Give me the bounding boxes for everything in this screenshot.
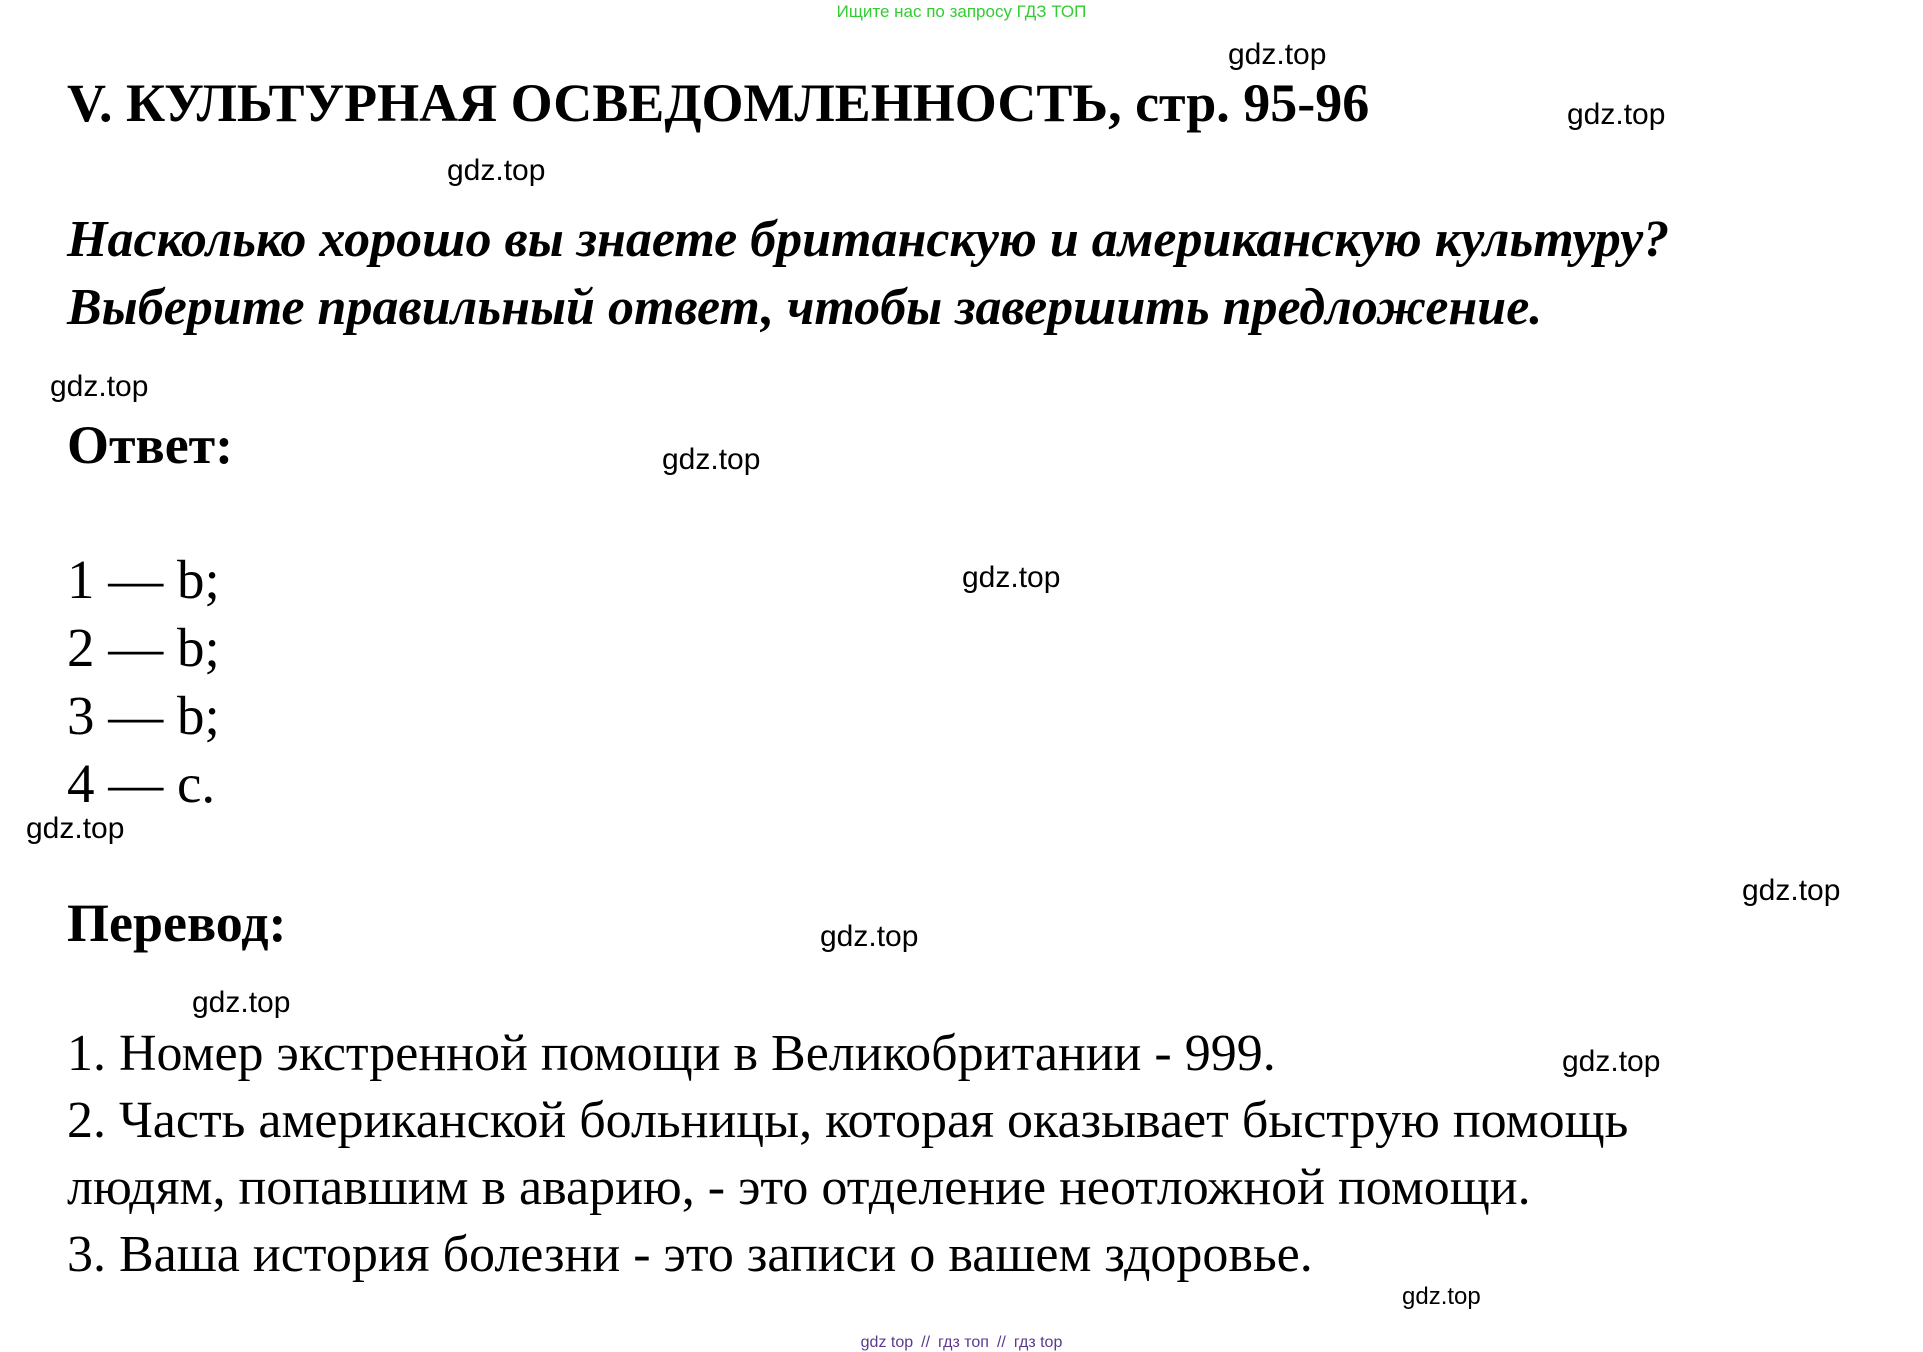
question-line-1: Насколько хорошо вы знаете британскую и американскую культуру? bbox=[67, 211, 1670, 268]
answer-item-3: 3 — b; bbox=[67, 685, 220, 746]
watermark: gdz.top bbox=[820, 920, 919, 953]
watermark: gdz.top bbox=[1228, 38, 1327, 71]
translation-line-1: 1. Номер экстренной помощи в Великобритании - 999. bbox=[67, 1025, 1276, 1082]
footer-link[interactable]: gdz top bbox=[860, 1334, 914, 1351]
translation-heading: Перевод: bbox=[67, 893, 287, 953]
footer-separator: // bbox=[921, 1334, 931, 1351]
search-banner: Ищите нас по запросу ГДЗ ТОП bbox=[836, 2, 1087, 21]
watermark: gdz.top bbox=[662, 443, 761, 476]
translation-line-3: людям, попавшим в аварию, - это отделение неотложной помощи. bbox=[67, 1159, 1531, 1216]
footer-link[interactable]: гдз top bbox=[1013, 1334, 1063, 1351]
watermark: gdz.top bbox=[192, 986, 291, 1019]
watermark: gdz.top bbox=[50, 370, 149, 403]
answer-item-2: 2 — b; bbox=[67, 617, 220, 678]
watermark: gdz.top bbox=[1562, 1045, 1661, 1078]
watermark: gdz.top bbox=[962, 561, 1061, 594]
footer-links bbox=[0, 1334, 1923, 1352]
translation-line-4: 3. Ваша история болезни - это записи о вашем здоровье. bbox=[67, 1226, 1313, 1283]
watermark: gdz.top bbox=[1402, 1283, 1481, 1310]
watermark: gdz.top bbox=[26, 812, 125, 845]
watermark: gdz.top bbox=[1567, 98, 1666, 131]
watermark: gdz.top bbox=[1742, 874, 1841, 907]
translation-line-2: 2. Часть американской больницы, которая оказывает быструю помощь bbox=[67, 1092, 1629, 1149]
page-title: V. КУЛЬТУРНАЯ ОСВЕДОМЛЕННОСТЬ, стр. 95-96 bbox=[67, 73, 1370, 133]
footer-separator: // bbox=[996, 1334, 1006, 1351]
watermark: gdz.top bbox=[447, 154, 546, 187]
answer-heading: Ответ: bbox=[67, 415, 234, 475]
answer-item-1: 1 — b; bbox=[67, 549, 220, 610]
question-line-2: Выберите правильный ответ, чтобы завершить предложение. bbox=[67, 279, 1543, 336]
footer-link[interactable]: гдз топ bbox=[938, 1334, 989, 1351]
answer-item-4: 4 — c. bbox=[67, 753, 216, 814]
